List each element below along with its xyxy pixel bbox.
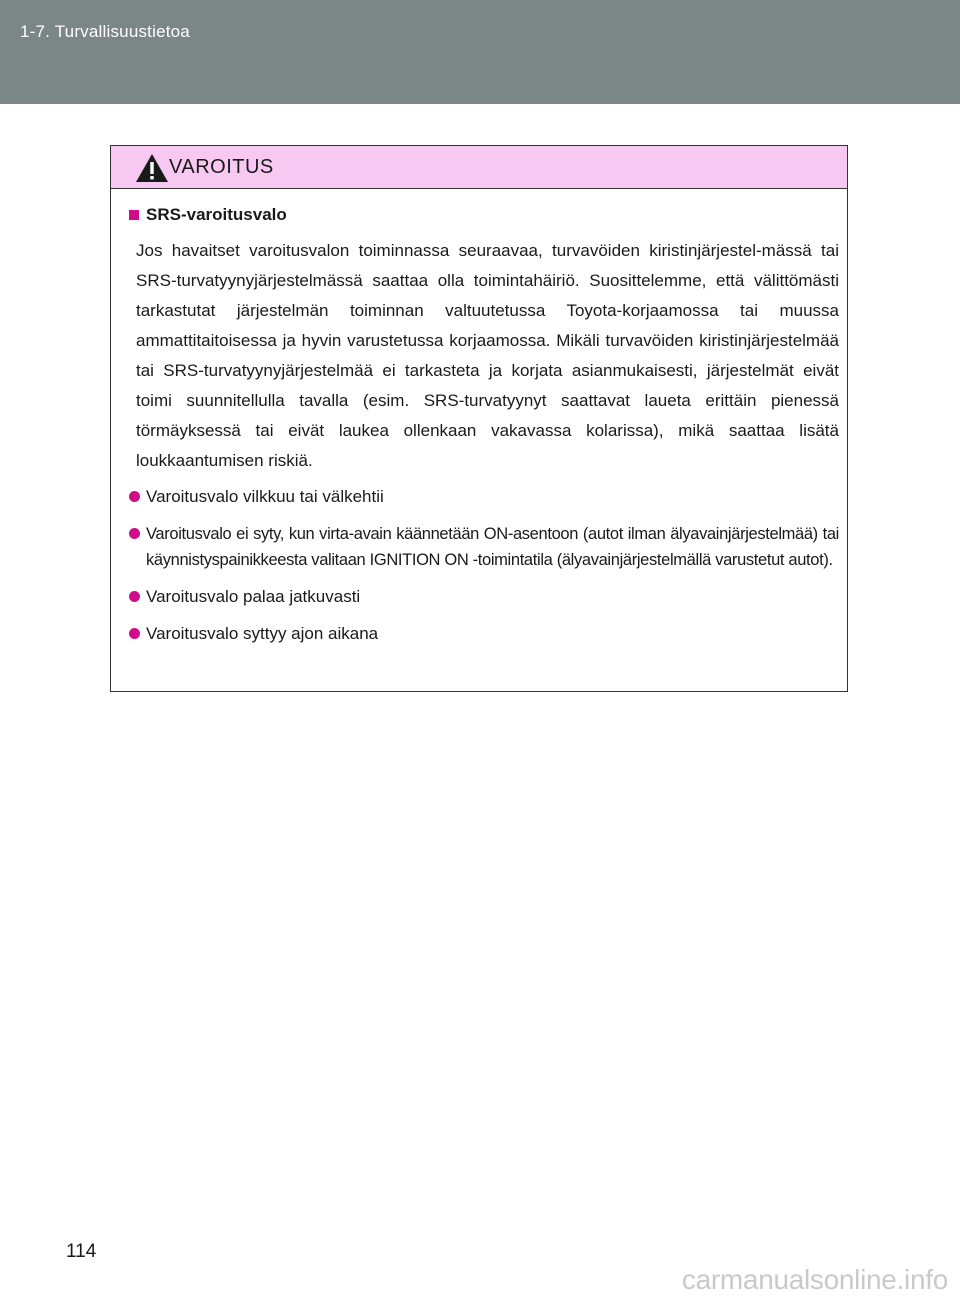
subheading xyxy=(129,205,839,225)
warning-paragraph: Jos havaitset varoitusvalon toiminnassa seuraavaa, turvavöiden kiristinjärjestel-mässä tai SRS-turvatyynyjärjestelmässä saattaa olla toimintahäiriö. Suosittelemme, että välittömästi tarkastutat järjestelmän toiminnan valtuutetussa Toyota-korjaamossa tai muussa ammattitaitoisessa ja hyvin varustetussa korjaamossa. Mikäli turvavöiden kiristinjärjestelmää tai SRS-turvatyynyjärjestelmää ei tarkasteta ja korjata asianmukaisesti, järjestelmät eivät toimi suunnitellulla tavalla (esim. SRS-turvatyynyt saattavat laueta erittäin pienessä törmäyksessä tai eivät laukea ollenkaan vakavassa kolarissa), mikä saattaa lisätä loukkaantumisen riskiä. xyxy=(136,241,839,470)
list-item-text: Varoitusvalo vilkkuu tai välkehtii xyxy=(146,487,384,506)
list-item xyxy=(129,621,839,647)
round-bullet-icon xyxy=(129,628,140,639)
subheading-text: SRS-varoitusvalo xyxy=(146,205,287,224)
list-item-text: Varoitusvalo syttyy ajon aikana xyxy=(146,624,379,643)
warning-body xyxy=(111,189,847,647)
list-item xyxy=(129,521,839,573)
list-item xyxy=(129,484,839,510)
round-bullet-icon xyxy=(129,491,140,502)
warning-header xyxy=(111,146,847,189)
watermark: carmanualsonline.info xyxy=(681,1264,948,1295)
header-band xyxy=(0,0,960,104)
warning-title: VAROITUS xyxy=(169,156,274,178)
warning-box xyxy=(110,145,848,692)
page-number: 114 xyxy=(66,1241,97,1262)
list-item-text: Varoitusvalo ei syty, kun virta-avain käännetään ON-asentoon (autot ilman älyavainjärjestelmää) tai käynnistyspainikkeesta valitaan IGNITION ON -toimintatila (älyavainjärjestelmällä varustetut autot). xyxy=(146,525,839,569)
section-title: 1-7. Turvallisuustietoa xyxy=(20,22,190,41)
list-item-text: Varoitusvalo palaa jatkuvasti xyxy=(146,587,361,606)
list-item xyxy=(129,584,839,610)
bullet-list xyxy=(129,484,839,647)
square-bullet-icon xyxy=(129,210,139,220)
warning-triangle-icon xyxy=(135,153,169,183)
round-bullet-icon xyxy=(129,591,140,602)
round-bullet-icon xyxy=(129,528,140,539)
